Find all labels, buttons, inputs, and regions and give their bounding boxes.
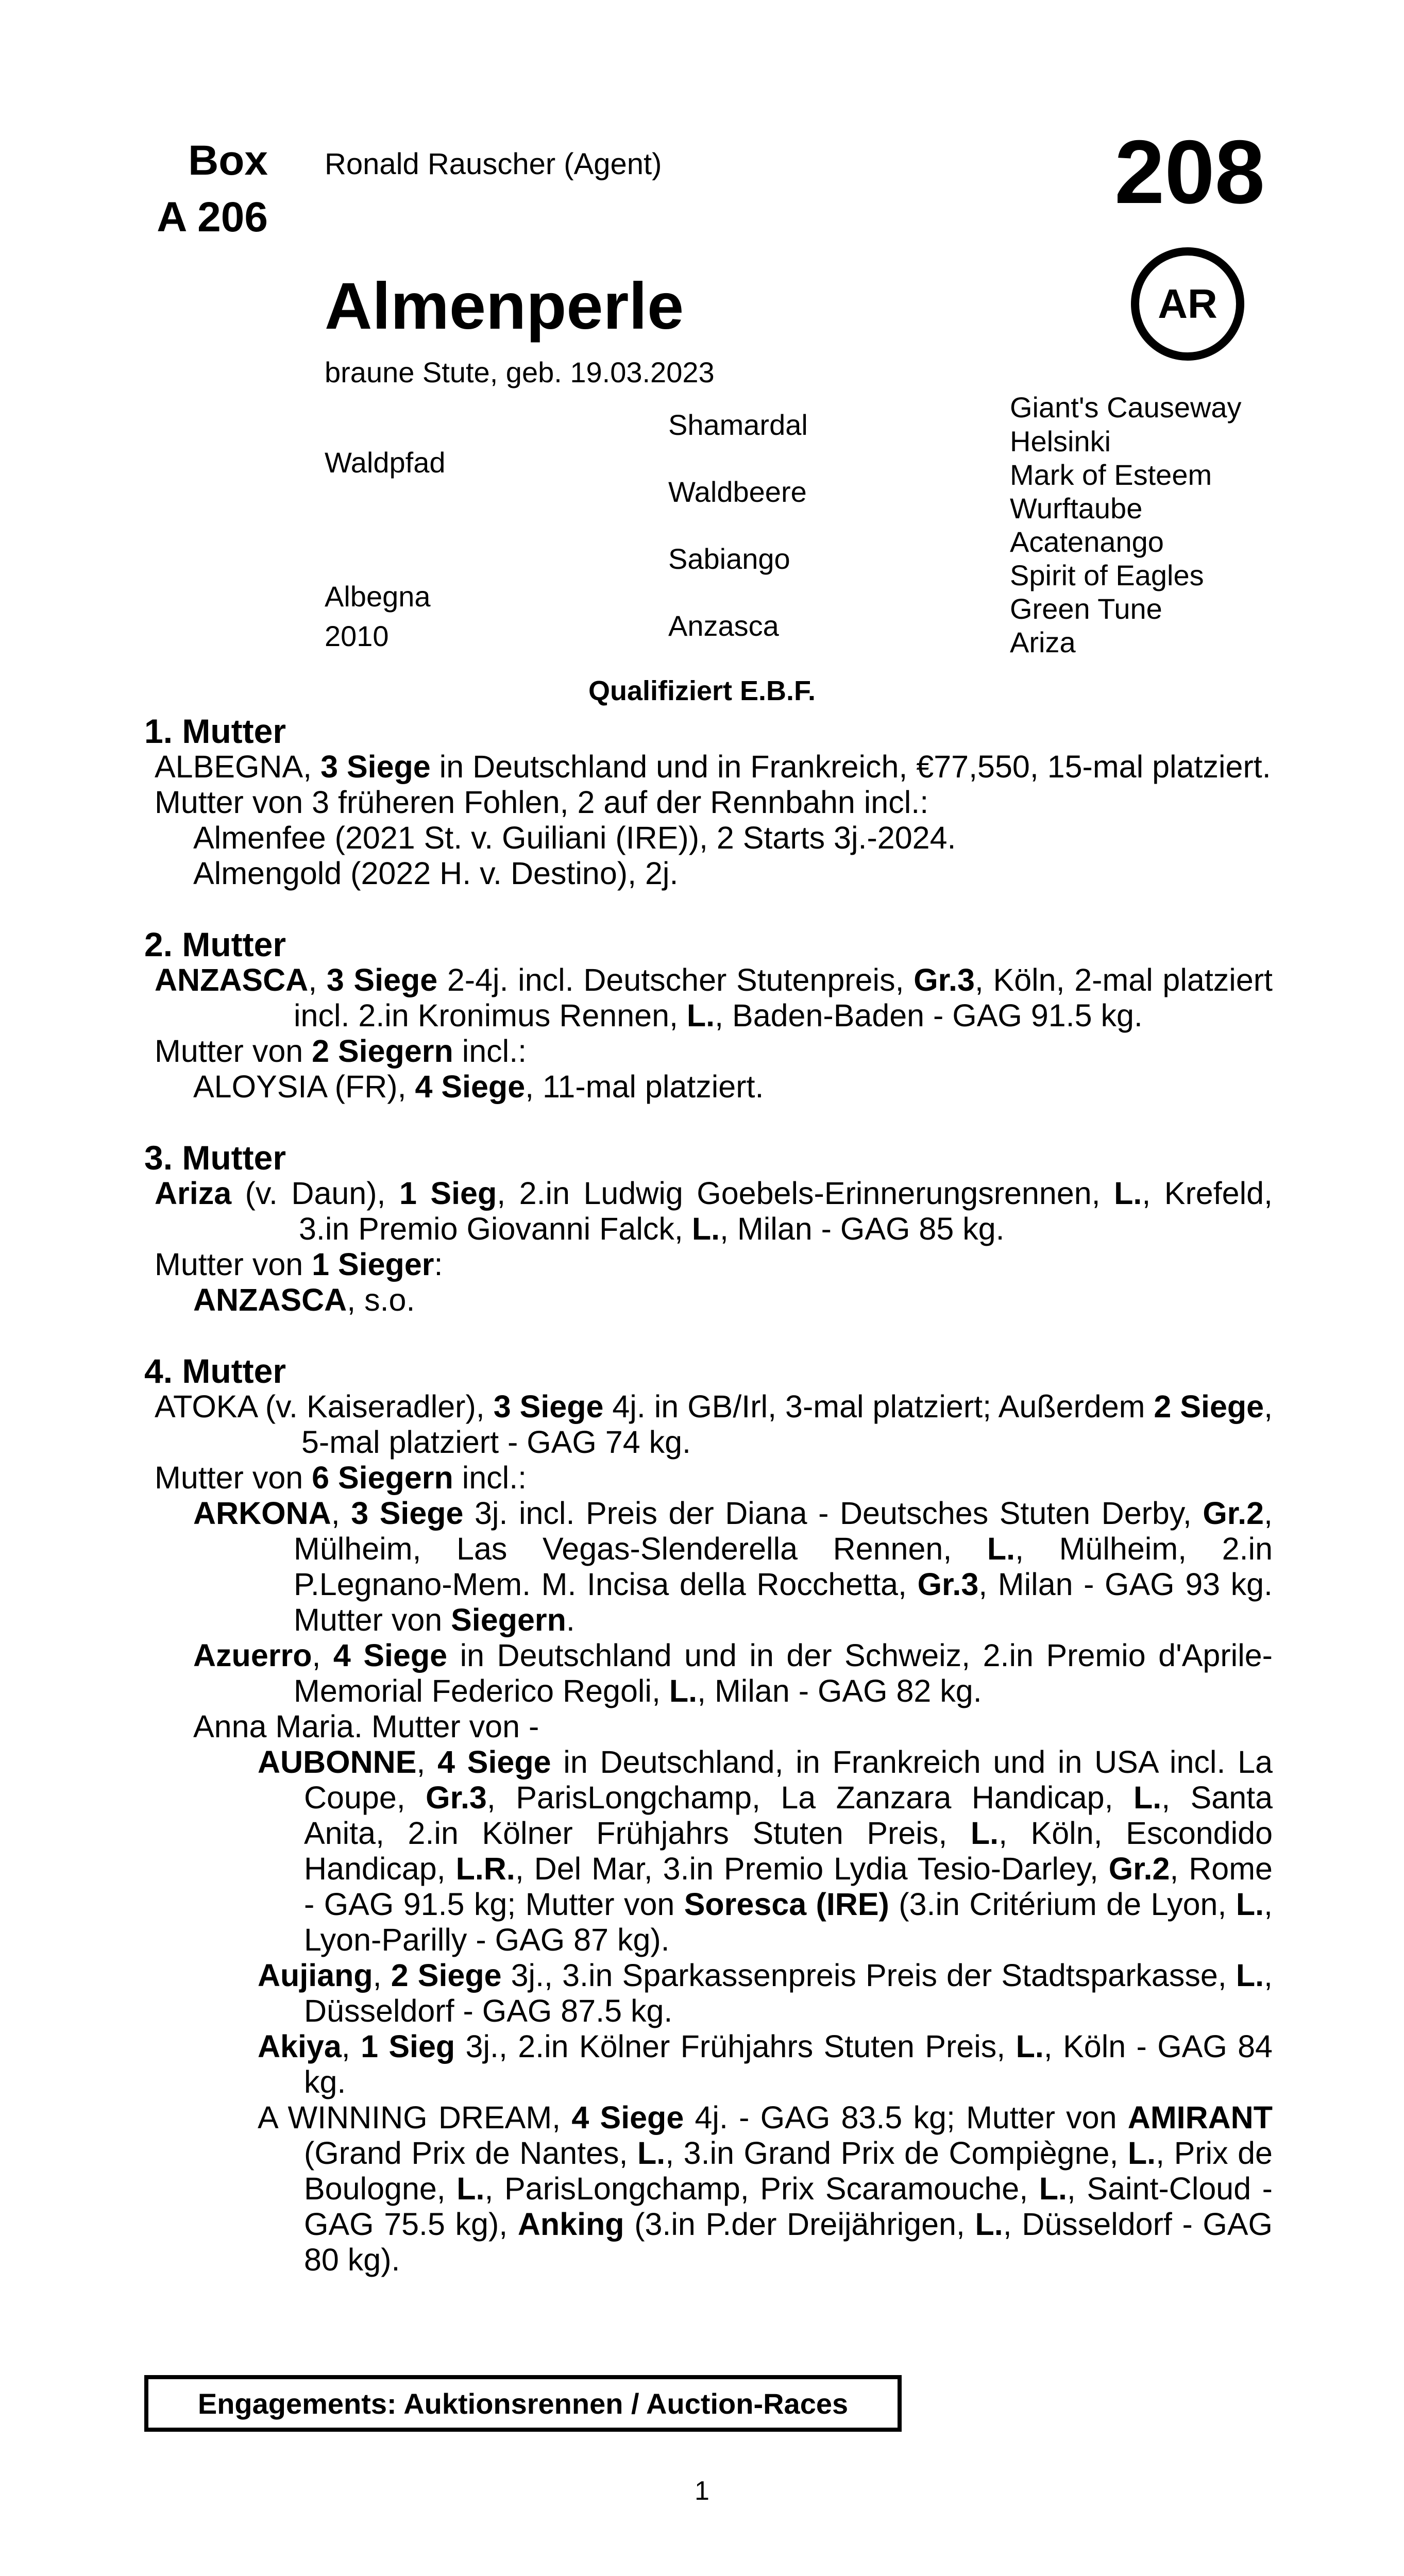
pedigree-great-grandparent: Wurftaube: [1010, 492, 1143, 524]
produce-summary: Mutter von 3 früheren Fohlen, 2 auf der Rennbahn incl.:: [155, 785, 929, 820]
pedigree-dam: Albegna: [325, 580, 431, 613]
pedigree-great-grandparent: Acatenango: [1010, 526, 1164, 558]
dam-record: ANZASCA, 3 Siege 2-4j. incl. Deutscher Stutenpreis, Gr.3, Köln, 2-mal platziert incl. 2.in Kronimus Rennen, L., Baden-Baden - GAG 91.5 kg.: [155, 962, 1273, 1033]
box-number: A 206: [157, 194, 268, 241]
produce-entry: Almengold (2022 H. v. Destino), 2j.: [193, 856, 679, 891]
produce-entry-arkona: ARKONA, 3 Siege 3j. incl. Preis der Diana - Deutsches Stuten Derby, Gr.2, Mülheim, Las Vegas-Slenderella Rennen, L., Mülheim, 2.in P.Legnano-Mem. M. Incisa della Rocchetta, Gr.3, Milan - GAG 93 kg. Mutter von Siegern.: [193, 1496, 1273, 1637]
produce-entry-anna-maria: Anna Maria. Mutter von -: [193, 1709, 539, 1744]
lot-number: 208: [1114, 122, 1265, 223]
pedigree-great-grandparent: Spirit of Eagles: [1010, 559, 1204, 591]
grandproduce-entry-a-winning-dream: A WINNING DREAM, 4 Siege 4j. - GAG 83.5 kg; Mutter von AMIRANT (Grand Prix de Nantes, L., 3.in Grand Prix de Compiègne, L., Prix de Boulogne, L., ParisLongchamp, Prix Scaramouche, L., Saint-Cloud - GAG 75.5 kg), Anking (3.in P.der Dreijährigen, L., Düsseldorf - GAG 80 kg).: [258, 2100, 1273, 2277]
produce-entry-azuerro: Azuerro, 4 Siege in Deutschland und in der Schweiz, 2.in Premio d'Aprile-Memorial Federico Regoli, L., Milan - GAG 82 kg.: [193, 1638, 1273, 1708]
pedigree-great-grandparent: Giant's Causeway: [1010, 391, 1242, 423]
engagements-label: Engagements: Auktionsrennen / Auction-Races: [197, 2387, 849, 2420]
produce-entry: Almenfee (2021 St. v. Guiliani (IRE)), 2 Starts 3j.-2024.: [193, 820, 956, 855]
produce-summary: Mutter von 1 Sieger:: [155, 1247, 443, 1282]
agent-name: Ronald Rauscher (Agent): [325, 147, 662, 181]
section-fourth-dam: [144, 1353, 1273, 2278]
produce-summary: Mutter von 2 Siegern incl.:: [155, 1033, 527, 1069]
section-heading: 2. Mutter: [144, 925, 286, 963]
section-second-dam: [144, 927, 1273, 1105]
pedigree-grandparent: Anzasca: [668, 609, 779, 642]
produce-entry: ANZASCA, s.o.: [193, 1282, 415, 1317]
pedigree-great-grandparent: Mark of Esteem: [1010, 459, 1212, 491]
ar-badge-label: AR: [1158, 281, 1217, 327]
dam-record: Ariza (v. Daun), 1 Sieg, 2.in Ludwig Goebels-Erinnerungsrennen, L., Krefeld, 3.in Premio Giovanni Falck, L., Milan - GAG 85 kg.: [155, 1176, 1273, 1246]
grandproduce-entry-akiya: Akiya, 1 Sieg 3j., 2.in Kölner Frühjahrs Stuten Preis, L., Köln - GAG 84 kg.: [258, 2029, 1273, 2099]
box-label: Box: [188, 137, 268, 184]
pedigree-sire: Waldpfad: [325, 446, 446, 479]
horse-description: braune Stute, geb. 19.03.2023: [325, 356, 715, 388]
pedigree-grandparent: Waldbeere: [668, 476, 807, 508]
pedigree-great-grandparent: Helsinki: [1010, 425, 1111, 457]
ar-badge: [1131, 247, 1244, 361]
section-first-dam: [144, 714, 1273, 891]
section-heading: 4. Mutter: [144, 1352, 286, 1390]
grandproduce-entry-aujiang: Aujiang, 2 Siege 3j., 3.in Sparkassenpreis Preis der Stadtsparkasse, L., Düsseldorf - GAG 87.5 kg.: [258, 1958, 1273, 2028]
horse-name: Almenperle: [325, 269, 684, 343]
pedigree-dam-year: 2010: [325, 620, 389, 652]
dam-record: ATOKA (v. Kaiseradler), 3 Siege 4j. in GB/Irl, 3-mal platziert; Außerdem 2 Siege, 5-mal platziert - GAG 74 kg.: [155, 1389, 1273, 1460]
produce-entry: ALOYSIA (FR), 4 Siege, 11-mal platziert.: [193, 1069, 764, 1104]
section-heading: 3. Mutter: [144, 1139, 286, 1177]
page-number: 1: [695, 2476, 709, 2506]
engagements-box: [144, 2375, 902, 2432]
pedigree-great-grandparent: Ariza: [1010, 626, 1076, 658]
dam-record: ALBEGNA, 3 Siege in Deutschland und in Frankreich, €77,550, 15-mal platziert.: [155, 749, 1271, 784]
family-text: [144, 714, 1273, 2278]
pedigree-great-grandparent: Green Tune: [1010, 592, 1162, 625]
qualification: Qualifiziert E.B.F.: [588, 675, 816, 706]
section-third-dam: [144, 1140, 1273, 1318]
pedigree-grandparent: Sabiango: [668, 543, 790, 575]
pedigree-grandparent: Shamardal: [668, 409, 808, 441]
section-heading: 1. Mutter: [144, 712, 286, 750]
produce-summary: Mutter von 6 Siegern incl.:: [155, 1460, 527, 1495]
grandproduce-entry-aubonne: AUBONNE, 4 Siege in Deutschland, in Frankreich und in USA incl. La Coupe, Gr.3, ParisLongchamp, La Zanzara Handicap, L., Santa Anita, 2.in Kölner Frühjahrs Stuten Preis, L., Köln, Escondido Handicap, L.R., Del Mar, 3.in Premio Lydia Tesio-Darley, Gr.2, Rome - GAG 91.5 kg; Mutter von Soresca (IRE) (3.in Critérium de Lyon, L., Lyon-Parilly - GAG 87 kg).: [258, 1744, 1273, 1957]
